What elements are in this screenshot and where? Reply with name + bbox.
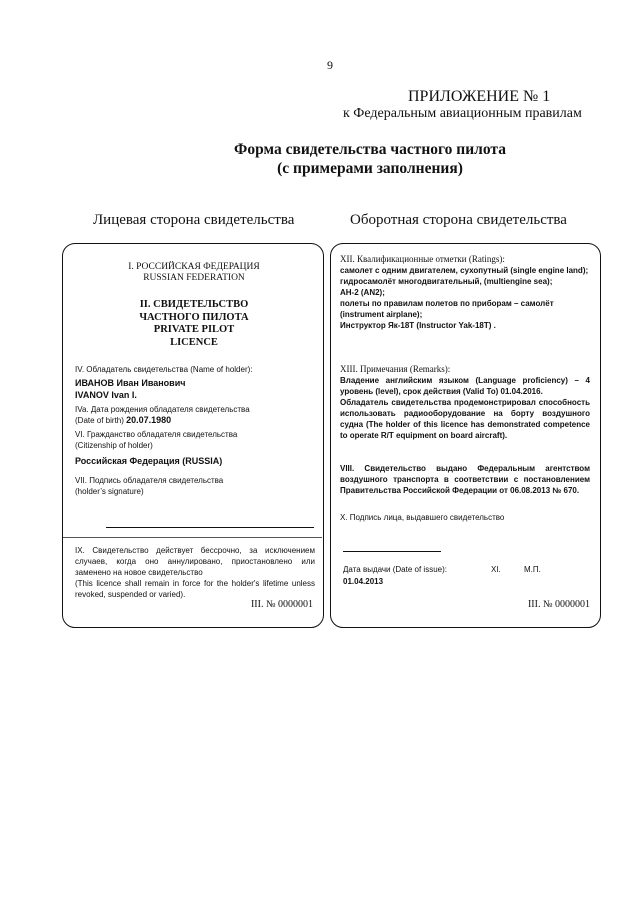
validity-ru: IX. Свидетельство действует бессрочно, за исключением случаев, когда оно аннулировано, приостановлено или заменено на новое свидетельство	[75, 546, 315, 577]
section-divider	[63, 537, 322, 538]
back-side-label: Оборотная сторона свидетельства	[350, 212, 567, 228]
licence-title-1: II. СВИДЕТЕЛЬСТВО	[139, 299, 249, 310]
dob-en: (Date of birth)	[75, 416, 124, 425]
dob-value: 20.07.1980	[126, 415, 172, 425]
holder-name-en: IVANOV Ivan I.	[75, 390, 137, 400]
remarks-2: Обладатель свидетельства продемонстрировал способность использовать радиооборудование на борту воздушного судна (The holder of this licence has demonstrated competence to operate R/T equipment on board aircraft).	[340, 398, 590, 440]
rating-2: гидросамолёт многодвигательный, (multiengine sea);	[340, 277, 553, 286]
licence-title-3: PRIVATE PILOT	[153, 324, 235, 335]
rating-1: самолет с одним двигателем, сухопутный (single engine land);	[340, 266, 589, 275]
rating-5: Инструктор Як-18Т (Instructor Yak-18T) .	[340, 321, 496, 330]
citizenship-en: (Citizenship of holder)	[75, 441, 153, 450]
form-title	[60, 140, 640, 178]
dob-label: IVa. Дата рождения обладателя свидетельства	[75, 405, 250, 414]
licence-front-card	[62, 243, 324, 628]
rating-3: АН-2 (AN2);	[340, 288, 385, 297]
holder-name-ru: ИВАНОВ Иван Иванович	[75, 378, 186, 388]
dob-line	[75, 415, 315, 426]
signature-label: VII. Подпись обладателя свидетельства	[75, 476, 224, 485]
signature-line	[106, 527, 314, 528]
front-side-label: Лицевая сторона свидетельства	[93, 212, 295, 228]
appendix-subtitle: к Федеральным авиационным правилам	[343, 106, 582, 121]
serial-number-back: III. № 0000001	[527, 599, 590, 610]
signature-en: (holder’s signature)	[75, 487, 144, 496]
remarks-1: Владение английским языком (Language proficiency) – 4 уровень (level), срок действия (Valid To) 01.04.2016.	[340, 376, 590, 396]
remarks-block	[340, 364, 590, 441]
section-xi-label: XI.	[491, 565, 501, 574]
country-en: RUSSIAN FEDERATION	[143, 273, 245, 283]
issued-by: VIII. Свидетельство выдано Федеральным агентством воздушного транспорта в соответствии с постановлением Правительства Российской Федерации от 06.08.2013 № 670.	[340, 464, 590, 495]
citizenship-label: VI. Гражданство обладателя свидетельства	[75, 430, 238, 439]
form-title-line-2: (с примерами заполнения)	[277, 160, 463, 177]
country-ru: I. РОССИЙСКАЯ ФЕДЕРАЦИЯ	[128, 262, 260, 272]
licence-title-2: ЧАСТНОГО ПИЛОТА	[139, 311, 249, 323]
validity-en: (This licence shall remain in force for the holder's lifetime unless revoked, suspended or varied).	[75, 579, 315, 599]
holder-label: IV. Обладатель свидетельства (Name of holder):	[75, 365, 253, 374]
page-number: 9	[327, 58, 333, 72]
issuer-signature-label: X. Подпись лица, выдавшего свидетельство	[340, 513, 505, 522]
section-2	[63, 299, 325, 349]
ratings-label: XII. Квалификационные отметки (Ratings):	[340, 254, 505, 264]
serial-number-front: III. № 0000001	[250, 599, 313, 610]
validity-block	[75, 545, 315, 600]
licence-back-card	[330, 243, 601, 628]
form-title-line-1: Форма свидетельства частного пилота	[234, 141, 506, 158]
rating-4: полеты по правилам полетов по приборам – самолёт (instrument airplane);	[340, 299, 554, 319]
licence-title-4: LICENCE	[170, 336, 218, 348]
issue-date-value: 01.04.2013	[343, 577, 384, 586]
section-1	[63, 262, 325, 284]
issue-date-label: Дата выдачи (Date of issue):	[343, 565, 447, 574]
ratings-block	[340, 254, 590, 331]
issuer-signature-line	[343, 551, 441, 552]
remarks-label: XIII. Примечания (Remarks):	[340, 364, 451, 374]
citizenship-value: Российская Федерация (RUSSIA)	[75, 456, 223, 466]
appendix-title: ПРИЛОЖЕНИЕ № 1	[408, 88, 551, 105]
stamp-label: М.П.	[524, 565, 541, 574]
holder-block	[75, 364, 315, 497]
